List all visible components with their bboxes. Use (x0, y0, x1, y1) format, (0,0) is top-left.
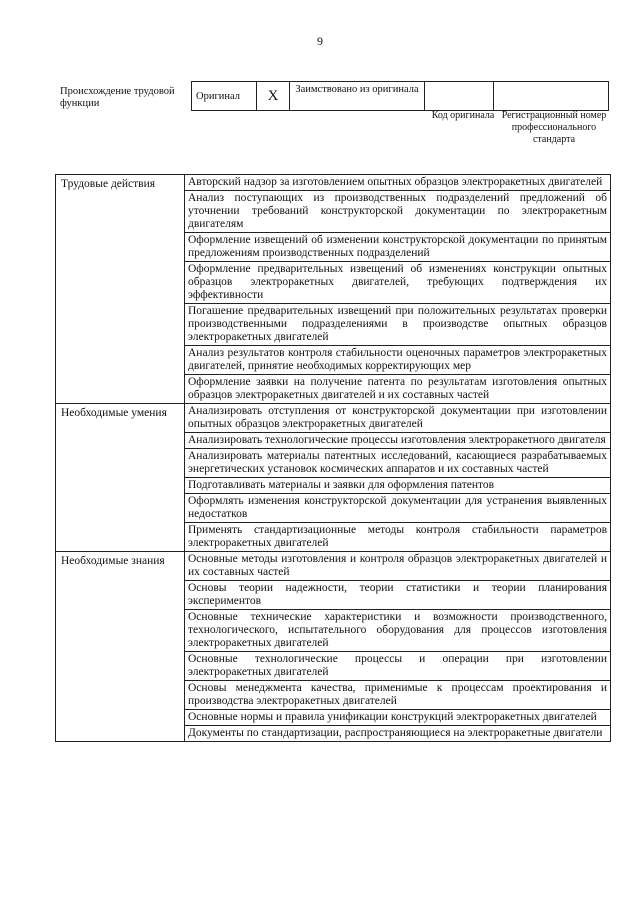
section-item: Основы менеджмента качества, применимые к процессам проектирования и производства электроракетных двигателей (185, 681, 611, 710)
section-item: Основные нормы и правила унификации конструкций электроракетных двигателей (185, 710, 611, 726)
table-row (56, 552, 611, 581)
code-cell (425, 82, 494, 111)
original-mark: X (257, 82, 290, 111)
section-item: Документы по стандартизации, распространяющиеся на электроракетные двигатели (185, 726, 611, 742)
section-heading: Необходимые умения (56, 404, 185, 552)
table-row (56, 404, 611, 433)
origin-table (191, 81, 609, 111)
section-item: Авторский надзор за изготовлением опытных образцов электроракетных двигателей (185, 175, 611, 191)
section-item: Оформление заявки на получение патента по результатам изготовления опытных образцов электроракетных двигателей и их составных частей (185, 375, 611, 404)
page-number: 9 (317, 34, 323, 48)
section-item: Анализ поступающих из производственных подразделений предложений об уточнении требований конструкторской документации по электроракетным двигателям (185, 191, 611, 233)
section-item: Погашение предварительных извещений при положительных результатах проверки производственными подразделениями в производстве опытных образцов электроракетных двигателей (185, 304, 611, 346)
section-item: Основные технические характеристики и возможности производственного, технологического, испытательного оборудования для процессов изготовления электроракетных двигателей (185, 610, 611, 652)
section-item: Анализировать технологические процессы изготовления электроракетного двигателя (185, 433, 611, 449)
section-item: Анализ результатов контроля стабильности оценочных параметров электроракетных двигателей, принятие необходимых корректирующих мер (185, 346, 611, 375)
section-item: Основы теории надежности, теории статистики и теории планирования экспериментов (185, 581, 611, 610)
code-caption: Код оригинала (431, 110, 495, 121)
reg-number-cell (494, 82, 609, 111)
table-row (56, 175, 611, 191)
section-item: Основные методы изготовления и контроля образцов электроракетных двигателей и их составных частей (185, 552, 611, 581)
reg-number-caption: Регистрационный номер профессионального стандарта (501, 110, 607, 145)
original-cell: Оригинал (192, 82, 257, 111)
section-heading: Необходимые знания (56, 552, 185, 742)
section-item: Оформление извещений об изменении конструкторской документации по принятым предложениям производственных подразделений (185, 233, 611, 262)
section-item: Анализировать отступления от конструкторской документации при изготовлении опытных образцов электроракетных двигателей (185, 404, 611, 433)
function-table (55, 174, 611, 742)
borrowed-cell: Заимствовано из оригинала (290, 82, 425, 111)
section-item: Подготавливать материалы и заявки для оформления патентов (185, 478, 611, 494)
section-item: Основные технологические процессы и операции при изготовлении электроракетных двигателей (185, 652, 611, 681)
section-item: Оформление предварительных извещений об изменениях конструкции опытных образцов электроракетных двигателей, требующих подтверждения их эффективности (185, 262, 611, 304)
section-item: Оформлять изменения конструкторской документации для устранения выявленных недостатков (185, 494, 611, 523)
section-item: Применять стандартизационные методы контроля стабильности параметров электроракетных двигателей (185, 523, 611, 552)
origin-label: Происхождение трудовой функции (60, 86, 175, 109)
section-heading: Трудовые действия (56, 175, 185, 404)
section-item: Анализировать материалы патентных исследований, касающиеся разрабатываемых энергетических установок космических аппаратов и их составных частей (185, 449, 611, 478)
